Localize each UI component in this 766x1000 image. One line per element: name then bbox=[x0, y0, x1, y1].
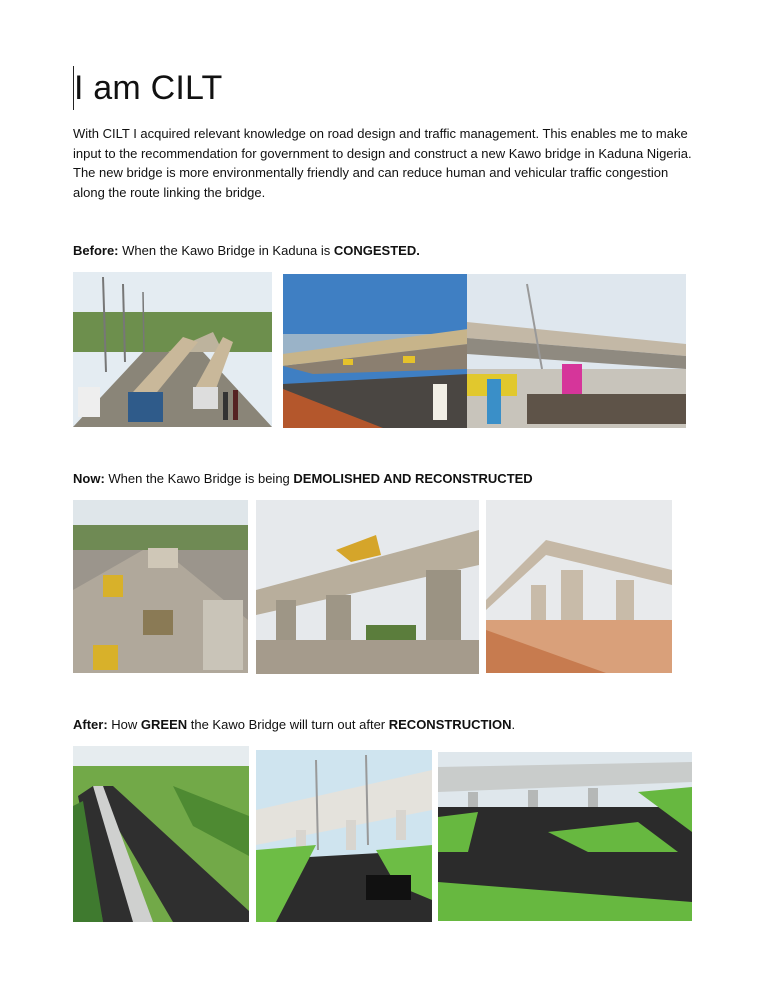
after-text-3: . bbox=[511, 717, 516, 732]
before-caption bbox=[73, 242, 420, 260]
after-label: After: bbox=[73, 717, 108, 732]
before-photo-market-crowd bbox=[467, 274, 686, 428]
before-emphasis: CONGESTED. bbox=[333, 243, 420, 258]
now-photo-excavator-on-bridge bbox=[256, 500, 479, 674]
after-emphasis-green: GREEN bbox=[140, 717, 188, 732]
now-caption bbox=[73, 470, 533, 488]
now-photo-demolition-site bbox=[73, 500, 248, 673]
before-label: Before: bbox=[73, 243, 119, 258]
after-photo-road-curve bbox=[256, 750, 432, 922]
after-photo-aerial-road bbox=[73, 746, 249, 922]
now-text: When the Kawo Bridge is being bbox=[104, 471, 294, 486]
now-photo-bridge-piers bbox=[486, 500, 672, 673]
before-photo-bridge-traffic bbox=[73, 272, 272, 427]
intro-paragraph: With CILT I acquired relevant knowledge on road design and traffic management. This enables me to make input to the recommendation for government to design and construct a new Kawo bridge in Kaduna Nigeria. The new bridge is more environmentally friendly and can reduce human and vehicular traffic congestion along the route linking the bridge. bbox=[73, 126, 692, 200]
after-text-1: How bbox=[107, 717, 141, 732]
after-emphasis-reconstruction: RECONSTRUCTION bbox=[388, 717, 512, 732]
page-title: I am CILT bbox=[74, 69, 223, 107]
after-caption bbox=[73, 716, 515, 734]
after-text-2: the Kawo Bridge will turn out after bbox=[187, 717, 389, 732]
now-emphasis: DEMOLISHED AND RECONSTRUCTED bbox=[293, 471, 533, 486]
now-label: Now: bbox=[73, 471, 105, 486]
before-photo-flyover-side bbox=[283, 274, 468, 428]
before-text: When the Kawo Bridge in Kaduna is bbox=[118, 243, 334, 258]
after-photo-interchange bbox=[438, 752, 692, 921]
